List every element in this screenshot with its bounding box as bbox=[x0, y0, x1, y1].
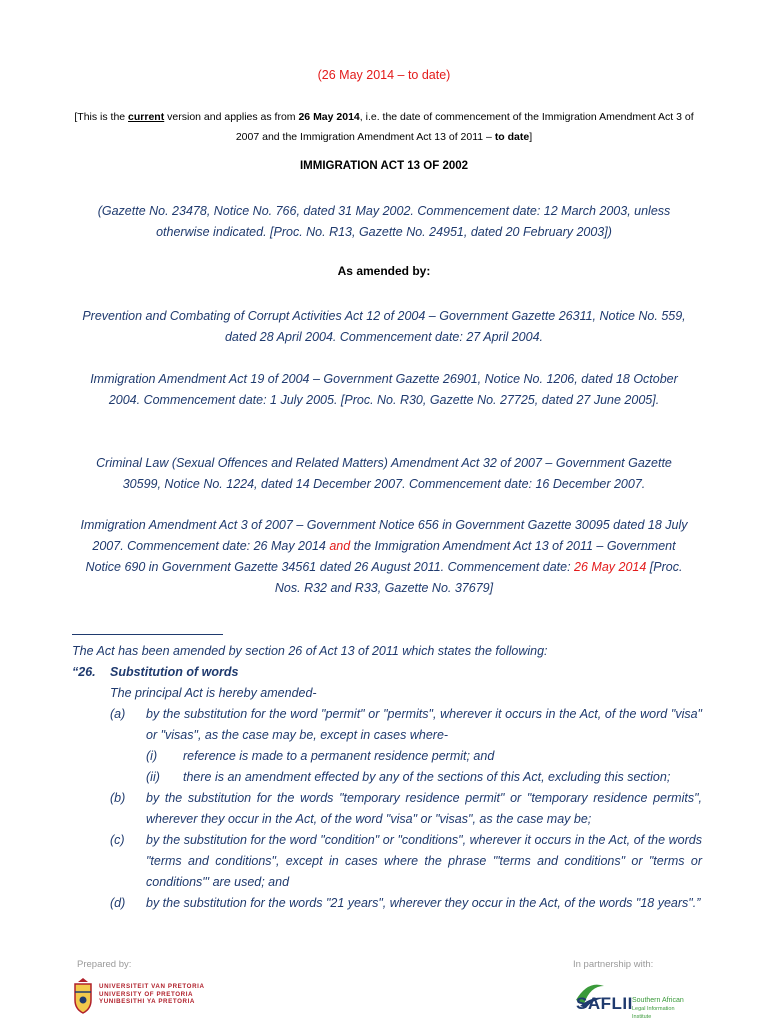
item-text: by the substitution for the words "21 years", wherever they occur in the Act, of the words "18 years".” bbox=[146, 896, 701, 910]
amendment-entry: Immigration Amendment Act 19 of 2004 – Government Gazette 26901, Notice No. 1206, dated 18 October 2004. Commencement date: 1 July 2005. [Proc. No. R30, Gazette No. 27725, dated 27 June 2005]. bbox=[90, 372, 678, 407]
university-crest-icon bbox=[72, 978, 94, 1018]
footnote-separator bbox=[72, 634, 223, 635]
item-text: reference is made to a permanent residence permit; and bbox=[183, 749, 495, 763]
version-note bbox=[72, 107, 696, 147]
list-item bbox=[72, 893, 702, 914]
partnership-label: In partnership with: bbox=[573, 959, 654, 970]
item-text: by the substitution for the word "permit" or "permits", wherever it occurs in the Act, of the word "visa" or "visas", as the case may be, except in cases where- bbox=[146, 707, 702, 742]
item-marker: (i) bbox=[146, 749, 158, 763]
saflii-logo bbox=[574, 976, 694, 1020]
amended-by-heading: As amended by: bbox=[337, 264, 431, 278]
amendment-text: Immigration Amendment Act 3 of 2007 – Government Notice 656 in Government Gazette 30095 dated 18 July 2007. Commencement date: 26 May 2014 bbox=[80, 518, 688, 553]
saflii-tagline-line: Legal Information Institute bbox=[632, 1006, 675, 1020]
sub-list-item bbox=[72, 746, 702, 767]
section-title: Substitution of words bbox=[110, 665, 239, 679]
list-item bbox=[72, 830, 702, 893]
section-lead: The principal Act is hereby amended- bbox=[110, 686, 317, 700]
university-name bbox=[99, 983, 205, 1006]
university-name-line: UNIVERSITEIT VAN PRETORIA bbox=[99, 983, 205, 990]
version-note-text: ] bbox=[529, 131, 533, 143]
university-name-line: YUNIBESITHI YA PRETORIA bbox=[99, 998, 195, 1005]
version-note-text: , i.e. the date of commencement of the Immigration Amendment Act 3 of 2007 and the Immigration Amendment Act 13 of 2011 – bbox=[235, 111, 694, 143]
item-text: by the substitution for the words "temporary residence permit" or "temporary residence permits", wherever they occur in the Act, of the word "visa" or "visas", as the case may be; bbox=[146, 791, 702, 826]
university-of-pretoria-logo bbox=[72, 976, 205, 1018]
gazette-note: (Gazette No. 23478, Notice No. 766, dated 31 May 2002. Commencement date: 12 March 2003, unless otherwise indicated. [Proc. No. R13, Gazette No. 24951, dated 20 February 2003]) bbox=[97, 204, 671, 239]
section-heading bbox=[72, 662, 702, 683]
version-note-text: version and applies as from bbox=[164, 111, 299, 123]
saflii-tagline bbox=[632, 997, 694, 1021]
item-marker: (d) bbox=[110, 896, 126, 910]
date-range: (26 May 2014 – to date) bbox=[317, 68, 451, 82]
act-title: IMMIGRATION ACT 13 OF 2002 bbox=[299, 160, 469, 172]
amendment-text: the Immigration Amendment Act 13 of 2011 – Government Notice 690 in Government Gazette 34561 dated 26 August 2011. Commencement date: bbox=[85, 539, 676, 574]
footnote-intro: The Act has been amended by section 26 of Act 13 of 2011 which states the following: bbox=[72, 644, 548, 658]
item-marker: (ii) bbox=[146, 770, 160, 784]
list-item bbox=[72, 704, 702, 746]
item-text: by the substitution for the word "condition" or "conditions", wherever it occurs in the Act, of the words "terms and conditions", except in cases where the phrase '"terms and conditions" or "terms or conditions"' are used; and bbox=[146, 833, 702, 889]
prepared-by-label: Prepared by: bbox=[77, 959, 132, 970]
start-date: 26 May 2014 bbox=[298, 111, 360, 123]
sub-list-item bbox=[72, 767, 702, 788]
amendment-entry: Prevention and Combating of Corrupt Activities Act 12 of 2004 – Government Gazette 26311, Notice No. 559, dated 28 April 2004. Commencement date: 27 April 2004. bbox=[82, 309, 686, 344]
version-note-text: [This is the bbox=[74, 111, 129, 123]
item-text: there is an amendment effected by any of the sections of this Act, excluding this section; bbox=[183, 770, 671, 784]
to-date-label: to date bbox=[494, 131, 530, 143]
saflii-tagline-line: Southern African bbox=[632, 997, 684, 1004]
list-item bbox=[72, 788, 702, 830]
item-marker: (c) bbox=[110, 833, 125, 847]
amendment-text: [Proc. Nos. R32 and R33, Gazette No. 37679] bbox=[274, 560, 683, 595]
item-marker: (a) bbox=[110, 707, 126, 721]
saflii-name: SAFLII bbox=[576, 994, 633, 1013]
university-name-line: UNIVERSITY OF PRETORIA bbox=[99, 990, 194, 998]
footnote bbox=[72, 641, 702, 914]
amendment-date: 26 May 2014 bbox=[574, 560, 647, 574]
amendment-entry bbox=[80, 515, 688, 599]
section-number: “26. bbox=[72, 665, 96, 679]
amendment-and: and bbox=[329, 539, 351, 553]
current-label: current bbox=[128, 111, 165, 123]
amendment-entry: Criminal Law (Sexual Offences and Related Matters) Amendment Act 32 of 2007 – Government Gazette 30599, Notice No. 1224, dated 14 December 2007. Commencement date: 16 December 2007. bbox=[96, 456, 672, 491]
item-marker: (b) bbox=[110, 791, 126, 805]
